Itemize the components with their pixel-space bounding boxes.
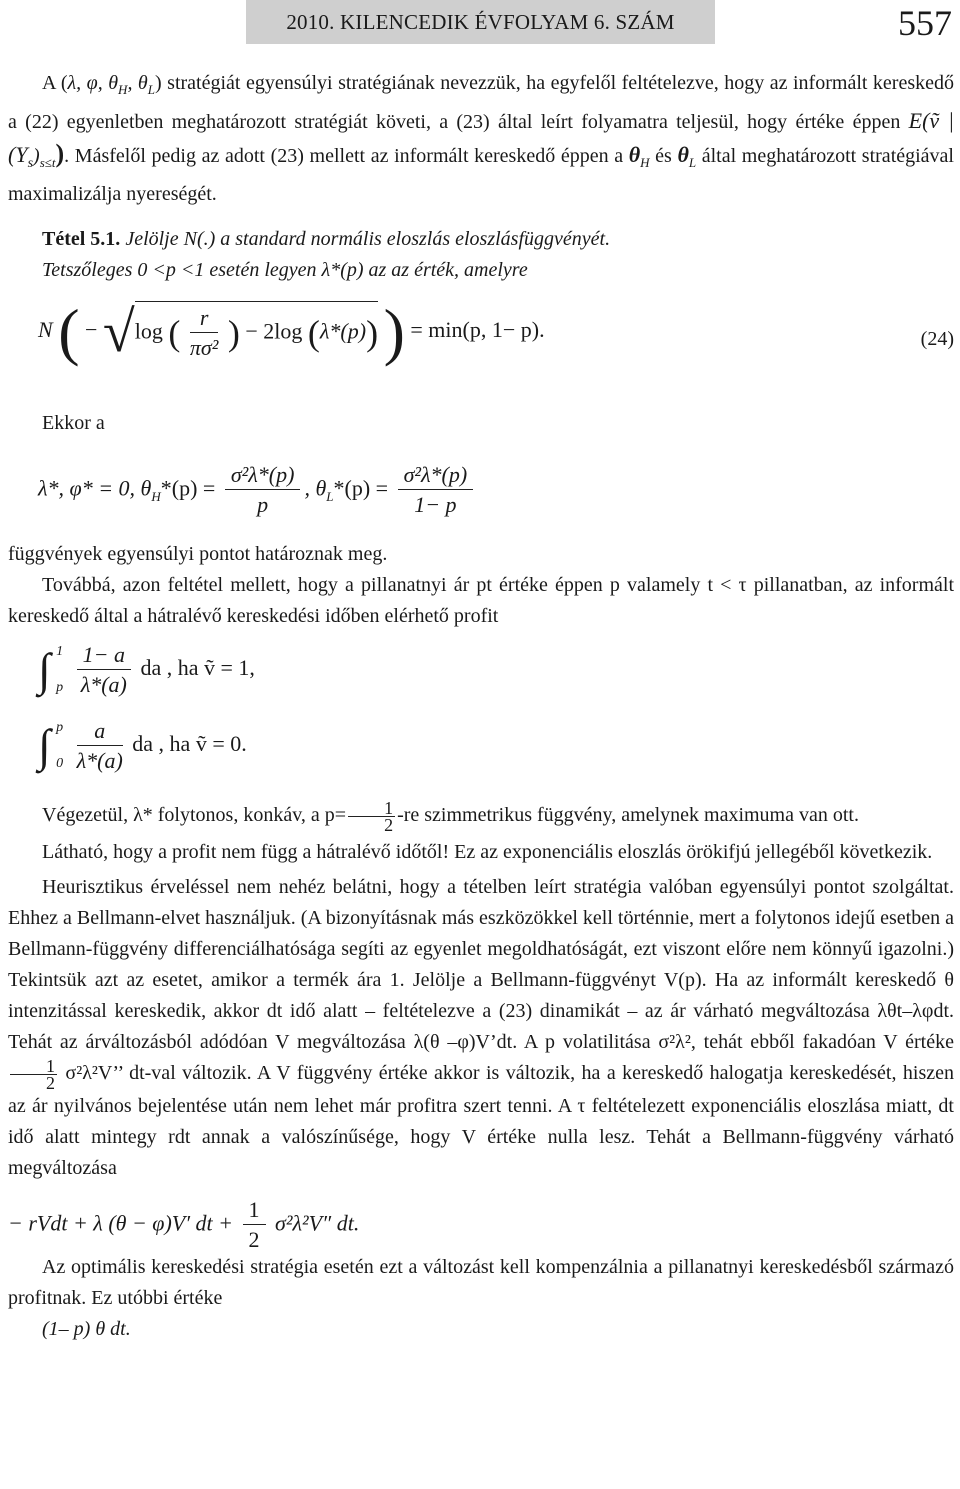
paragraph-memoryless: Látható, hogy a profit nem függ a hátralévő időtől! Ez az exponenciális eloszlás örökifjú jellegéből következik. — [42, 841, 933, 863]
page-number: 557 — [898, 3, 952, 43]
article-body — [8, 64, 954, 1345]
journal-issue-header: 2010. KILENCEDIK ÉVFOLYAM 6. SZÁM — [286, 10, 675, 34]
paragraph-compensation: Az optimális kereskedési stratégia esetén ezt a változást kell kompenzálnia a pillanatnyi kereskedésből származó profitnak. Ez utóbbi értéke — [8, 1256, 954, 1309]
ekkor-line: Ekkor a — [42, 412, 105, 434]
paragraph-equilibrium-definition: A (λ, φ, $\theta_H$, $\theta_L$) stratégiát egyensúlyi stratégiának nevezzük, ha egyfelől feltételezve, hogy az informált kereskedő a (22) egyenletben meghatározott stratégiát követi, a (23) által leírt folyamatra teljesül, hogy értéke éppen E(ṽ | $(Y_s)_{s\le t}$). Másfelől pedig az adott (23) mellett az informált kereskedő éppen a $\theta_H$ és $\theta_L$ által meghatározott stratégiával maximalizálja nyereségét. — [8, 72, 954, 205]
profit-value: (1– p) θ dt. — [42, 1318, 131, 1340]
equation-24: N ( − √log ( $\frac{r}{\text{πσ²}}$ ) − 2log (λ*(p)) ) = min(p, 1− p). (24) — [38, 296, 954, 367]
expectation-expression: E(ṽ | (Y — [8, 108, 954, 167]
integral-profit-v0: ∫ p 0 $\frac{a}{\lambda*(a)}$ da , ha ṽ = 0. — [38, 717, 247, 773]
paragraph-equilibrium-points: függvények egyensúlyi pontot határoznak meg. — [8, 543, 388, 565]
theorem-heading: Tétel 5.1. — [42, 228, 121, 250]
equation-number: (24) — [920, 328, 954, 350]
equation-bellmann-change: − rVdt + λ (θ − φ)V′ dt + $\frac{1}{2}$ σ²λ²V″ dt. — [8, 1197, 360, 1252]
paragraph-bellmann: Heurisztikus érveléssel nem nehéz belátni, hogy a tételben leírt stratégia valóban egyensúlyi pontot szolgáltat. Ehhez a Bellmann-elvet használjuk. (A bizonyításnak más eszközökkel kell történnie, mert a folytonos idejű esetben a Bellmann-függvény differenciálhatósága segíti az egyenlet megoldhatóságát, ezt viszont előre nem könnyű igazolni.) Tekintsük azt az esetet, amikor a termék ára 1. Jelölje a Bellmann-függvényt V(p). Ha az informált kereskedő θ intenzitással kereskedik, akkor dt idő alatt – feltételezve a (23) dinamikát – az ár várható megváltozása λθt–λφdt. Tehát az árváltozásból adódóan V megváltozása λ(θ –φ)V’dt. A p volatilitása σ²λ², tehát ebből fakadóan V értéke $\frac{1}{2}$ σ²λ²V’’ dt-val változik. A V függvény értéke akkor is változik, ha a kereskedő halogatja kereskedését, hiszen az ár nyilvános bejelentése után nem lehet már profitra szert tenni. A τ feltételezett exponenciális eloszlása miatt, dt idő alatt mintegy rdt annak a valószínűsége, hogy V értéke nulla lesz. Tehát a Bellmann-függvény várható megváltozása — [8, 876, 954, 1179]
integral-profit-v1: ∫ 1 p $\frac{1- a}{\lambda*(a)}$ da , ha ṽ = 1, — [38, 641, 255, 697]
theorem-line2: Tetszőleges 0 <p <1 esetén legyen λ*(p) az az érték, amelyre — [42, 259, 528, 281]
paragraph-lambda-properties: Végezetül, λ* folytonos, konkáv, a p= $\frac{1}{2}$ -re szimmetrikus függvény, amelynek maximuma van ott. — [42, 798, 859, 835]
theorem-statement: Tétel 5.1. Jelölje N(.) a standard normális eloszlás eloszlásfüggvényét. — [42, 228, 611, 250]
paragraph-profit: Továbbá, azon feltétel mellett, hogy a pillanatnyi ár pt értéke éppen p valamely t < τ pillanatban, az informált kereskedő által a hátralévő kereskedési időben elérhető profit — [8, 574, 954, 627]
equation-strategy: λ*, φ* = 0, $\theta_H*(p)$ = $\frac{\text{σ²λ*(p)}}{p}$ , $\theta_L*(p)$ = $\frac{\text{σ²λ*(p)}}{1- p}$ — [8, 449, 954, 539]
